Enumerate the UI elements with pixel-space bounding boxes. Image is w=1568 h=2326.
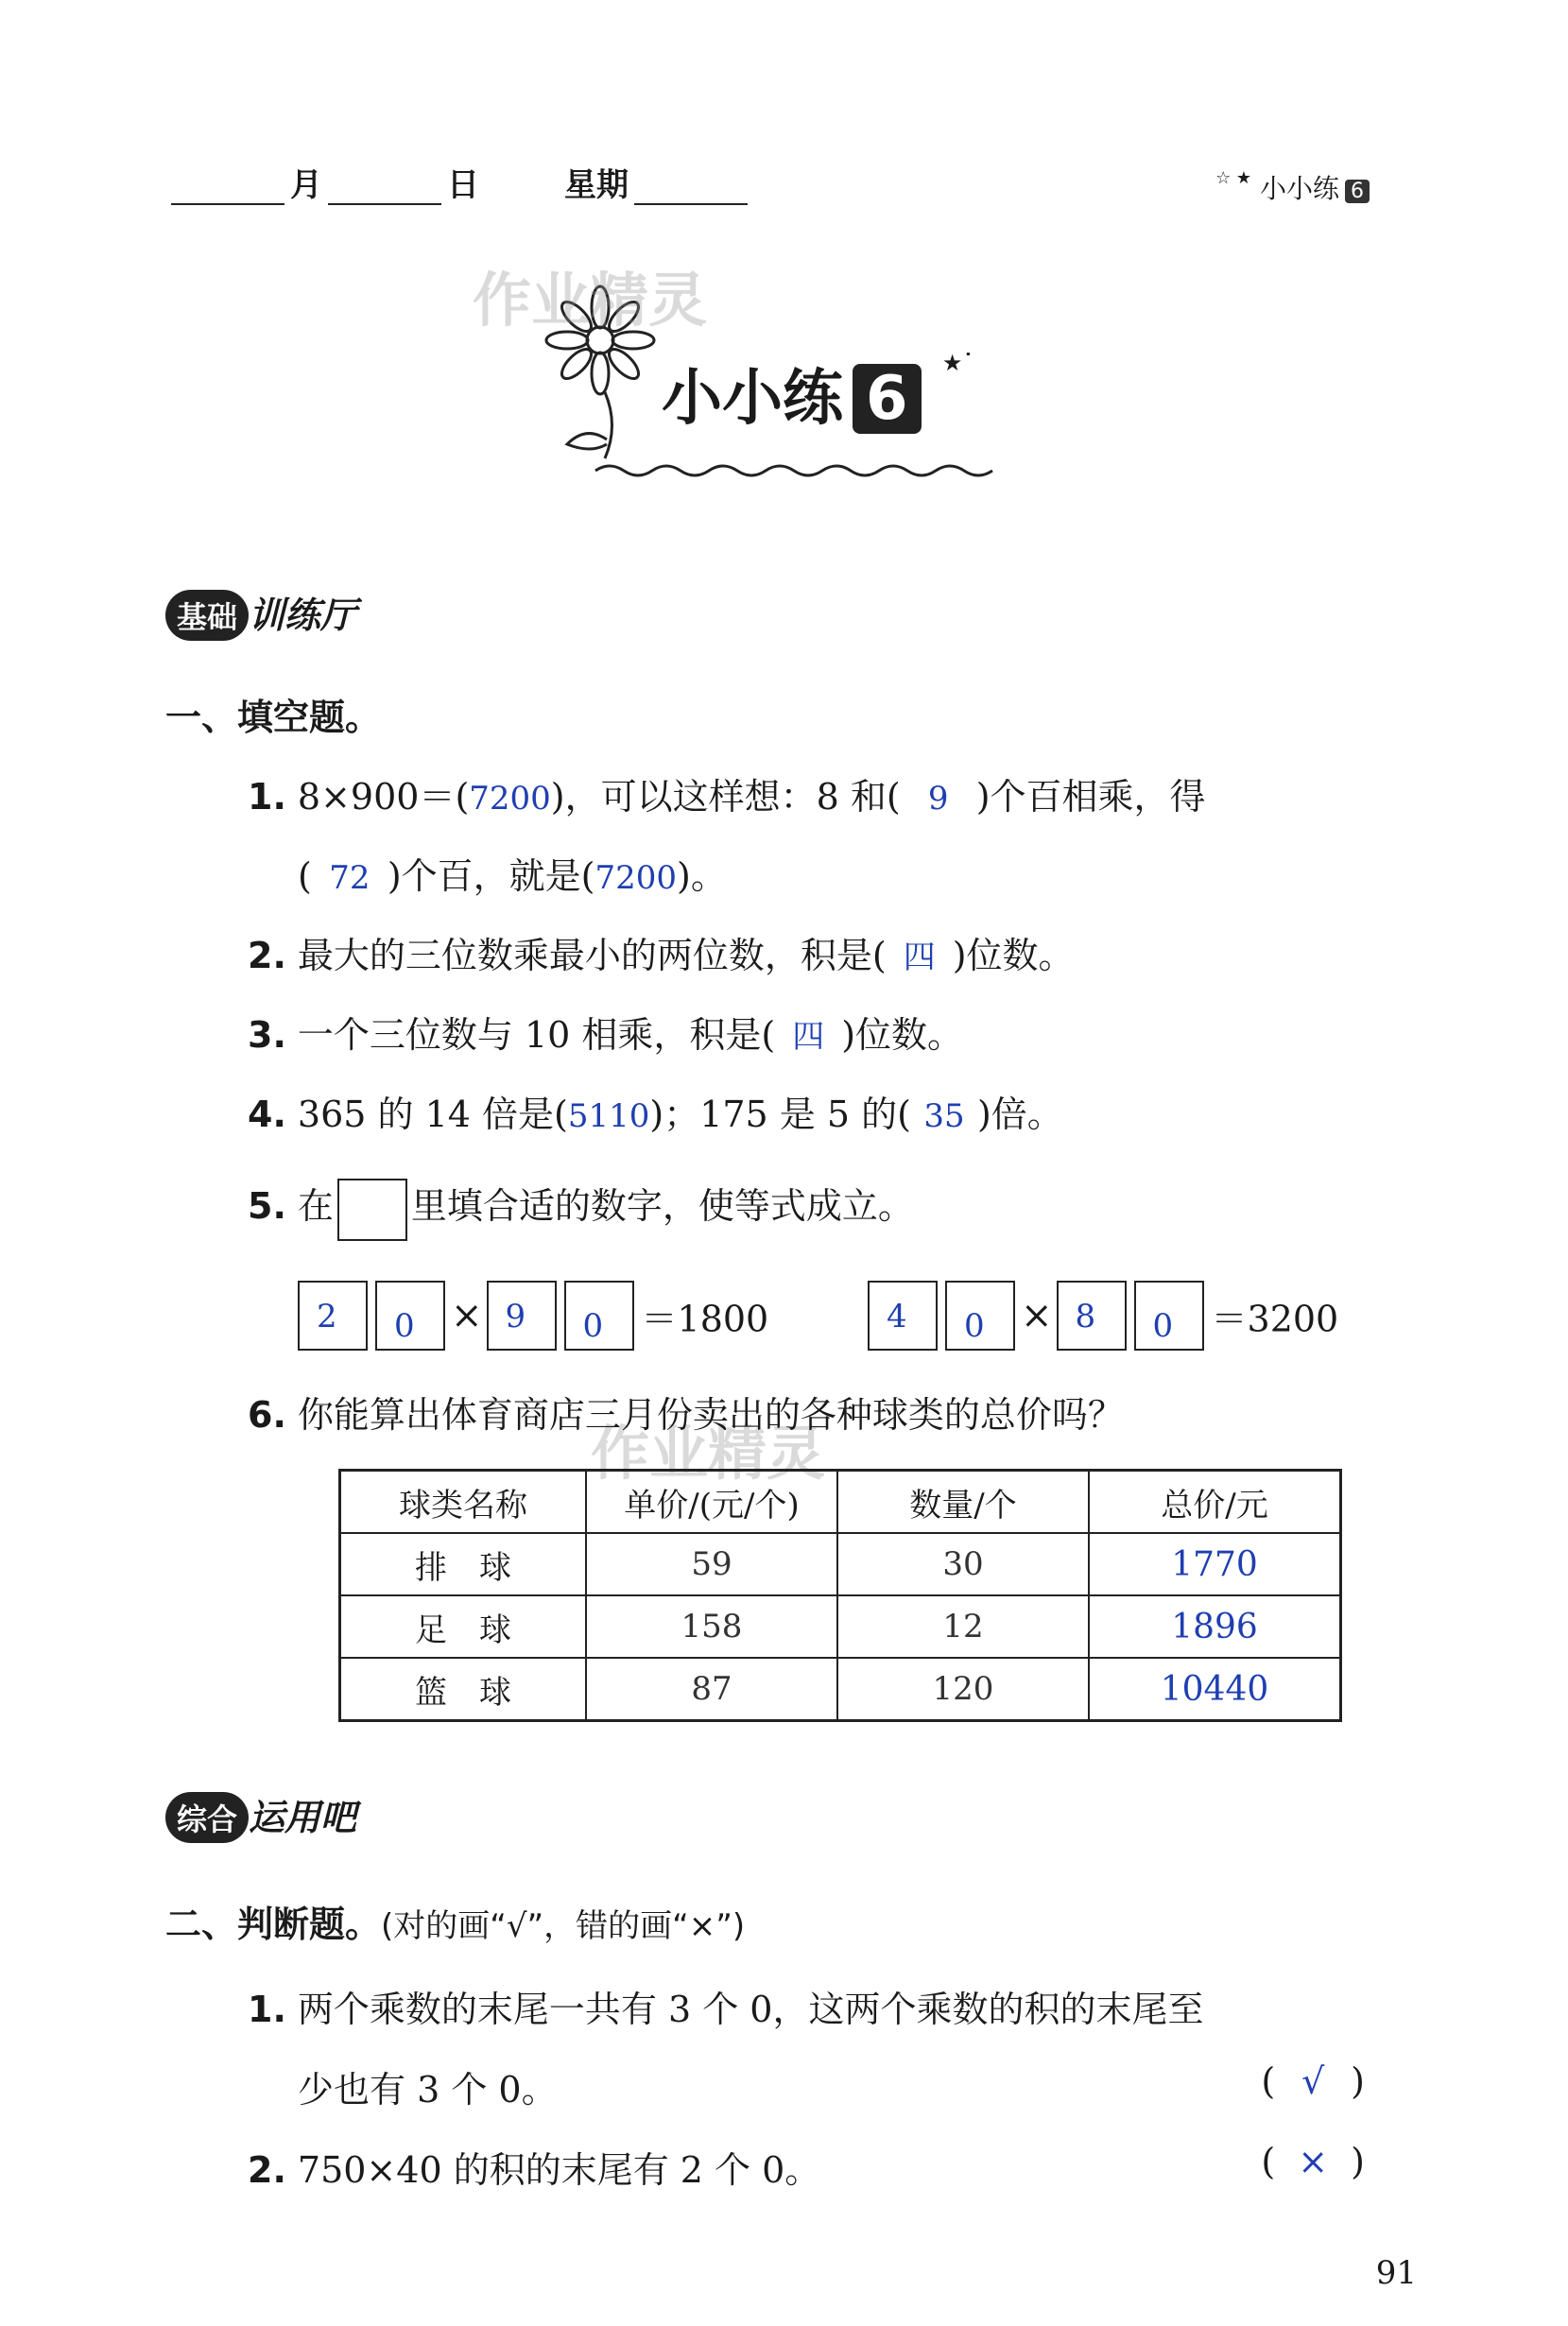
judge-question-1-cont: 少也有 3 个 0。 (298, 2069, 558, 2111)
question-text: )倍。 (976, 1094, 1063, 1135)
corner-label (1215, 168, 1370, 206)
equation-result: ＝3200 (1211, 1298, 1339, 1340)
judge-answer-2: ( × ) (1261, 2141, 1365, 2182)
question-6 (248, 1386, 1124, 1438)
question-number: 4. (248, 1094, 286, 1135)
table-header: 球类名称 (340, 1471, 587, 1534)
badge-text: 训练厅 (249, 594, 357, 636)
answer[interactable]: 四 (903, 939, 936, 976)
section-heading: 一、填空题。 (165, 697, 382, 738)
question-number: 2. (248, 2149, 286, 2191)
question-text: )位数。 (841, 1014, 964, 1056)
answer[interactable]: √ (1301, 2060, 1325, 2102)
question-text: 两个乘数的末尾一共有 3 个 0，这两个乘数的积的末尾至 (297, 1989, 1204, 2030)
title-label: 小小练 (662, 364, 843, 434)
heading-note: (对的画“√”，错的画“×”) (381, 1907, 746, 1945)
table-header: 总价/元 (1089, 1471, 1341, 1534)
judge-question-2 (248, 2141, 820, 2193)
question-text: )，可以这样想：8 和( (550, 776, 901, 818)
digit-box[interactable]: 0 (945, 1281, 1015, 1351)
answer[interactable]: 9 (927, 780, 949, 818)
table-header-row (340, 1471, 1341, 1534)
title-number: 6 (853, 364, 922, 434)
table-cell: 足 球 (340, 1595, 587, 1658)
question-1-cont (298, 847, 727, 899)
answer[interactable]: 35 (923, 1097, 965, 1135)
sparkle-icon: ★˙ (941, 350, 974, 376)
question-text: 你能算出体育商店三月份卖出的各种球类的总价吗？ (297, 1394, 1124, 1436)
answer[interactable]: 7200 (469, 780, 551, 818)
judge-question-1 (248, 1980, 1203, 2032)
question-text: 最大的三位数乘最小的两位数，积是( (297, 935, 887, 976)
digit-box[interactable]: 0 (564, 1281, 634, 1351)
question-text: 里填合适的数字，使等式成立。 (410, 1185, 914, 1227)
question-text: )；175 是 5 的( (649, 1094, 911, 1135)
judge-answer-1: ( √ ) (1261, 2060, 1365, 2102)
answer[interactable]: × (1298, 2141, 1329, 2182)
digit-box[interactable]: 8 (1057, 1281, 1127, 1351)
answer-cell[interactable]: 1770 (1089, 1533, 1341, 1595)
table-cell: 篮 球 (340, 1658, 587, 1721)
ball-price-table (338, 1469, 1342, 1722)
table-cell: 87 (586, 1658, 837, 1721)
digit-box[interactable]: 9 (487, 1281, 557, 1351)
weekday-blank[interactable] (634, 169, 748, 205)
section-heading (165, 1895, 745, 1947)
watermark: 作业精灵 (473, 266, 708, 335)
table-header: 数量/个 (837, 1471, 1089, 1534)
answer[interactable]: 四 (792, 1018, 825, 1056)
digit-box[interactable]: 2 (298, 1281, 368, 1351)
watermark: 作业精灵 (591, 1419, 826, 1488)
question-text: )位数。 (952, 935, 1075, 976)
times-sign: × (1021, 1294, 1053, 1337)
weekday-label: 星期 (564, 166, 629, 204)
section-badge-apply (165, 1788, 356, 1843)
answer-cell[interactable]: 1896 (1089, 1595, 1341, 1658)
date-header (165, 159, 753, 205)
answer[interactable]: 5110 (567, 1097, 650, 1135)
answer-cell[interactable]: 10440 (1089, 1658, 1341, 1721)
star-icon: ☆ ★ (1215, 168, 1252, 188)
question-number: 2. (248, 935, 286, 976)
table-cell: 30 (837, 1533, 1089, 1595)
heading-text: 二、判断题。 (165, 1904, 382, 1945)
digit-box[interactable]: 4 (868, 1281, 938, 1351)
corner-title: 小小练 (1259, 173, 1339, 204)
table-row (340, 1658, 1341, 1721)
question-text: 8×900＝( (297, 776, 470, 818)
question-text: 750×40 的积的末尾有 2 个 0。 (297, 2149, 821, 2191)
equation-1 (298, 1281, 768, 1351)
badge-text: 运用吧 (249, 1797, 357, 1838)
question-2 (248, 926, 1075, 978)
question-text: )。 (677, 855, 727, 897)
badge-circle: 基础 (165, 590, 249, 641)
section-badge-basic (165, 586, 356, 641)
badge-circle: 综合 (165, 1792, 249, 1843)
question-text: )个百，就是( (387, 855, 595, 897)
question-text: ( (298, 855, 312, 897)
question-number: 1. (248, 776, 286, 818)
table-cell: 12 (837, 1595, 1089, 1658)
question-number: 5. (248, 1185, 286, 1227)
question-4 (248, 1085, 1063, 1137)
times-sign: × (451, 1294, 483, 1337)
corner-number: 6 (1345, 180, 1370, 203)
example-box (337, 1179, 407, 1241)
digit-box[interactable]: 0 (1134, 1281, 1204, 1351)
table-cell: 排 球 (340, 1533, 587, 1595)
equation-result: ＝1800 (641, 1298, 769, 1340)
table-row (340, 1595, 1341, 1658)
day-label: 日 (447, 166, 479, 204)
page-number: 91 (1375, 2254, 1417, 2292)
table-header: 单价/(元/个) (586, 1471, 837, 1534)
question-text: 在 (297, 1185, 334, 1227)
answer[interactable]: 72 (329, 859, 370, 897)
equation-2 (868, 1281, 1338, 1351)
answer[interactable]: 7200 (594, 859, 678, 897)
question-number: 1. (248, 1989, 286, 2030)
question-text: 一个三位数与 10 相乘，积是( (297, 1014, 776, 1056)
digit-box[interactable]: 0 (375, 1281, 445, 1351)
question-number: 3. (248, 1014, 286, 1056)
question-5 (248, 1177, 914, 1241)
month-blank[interactable] (171, 169, 284, 205)
question-3 (248, 1006, 963, 1058)
table-row (340, 1533, 1341, 1595)
question-number: 6. (248, 1394, 286, 1436)
title-text (662, 350, 974, 437)
question-text: )个百相乘，得 (975, 776, 1206, 818)
table-cell: 120 (837, 1658, 1089, 1721)
table-cell: 59 (586, 1533, 837, 1595)
day-blank[interactable] (328, 169, 441, 205)
question-text: 365 的 14 倍是( (297, 1094, 568, 1135)
month-label: 月 (290, 166, 322, 204)
table-cell: 158 (586, 1595, 837, 1658)
question-1 (248, 767, 1206, 819)
